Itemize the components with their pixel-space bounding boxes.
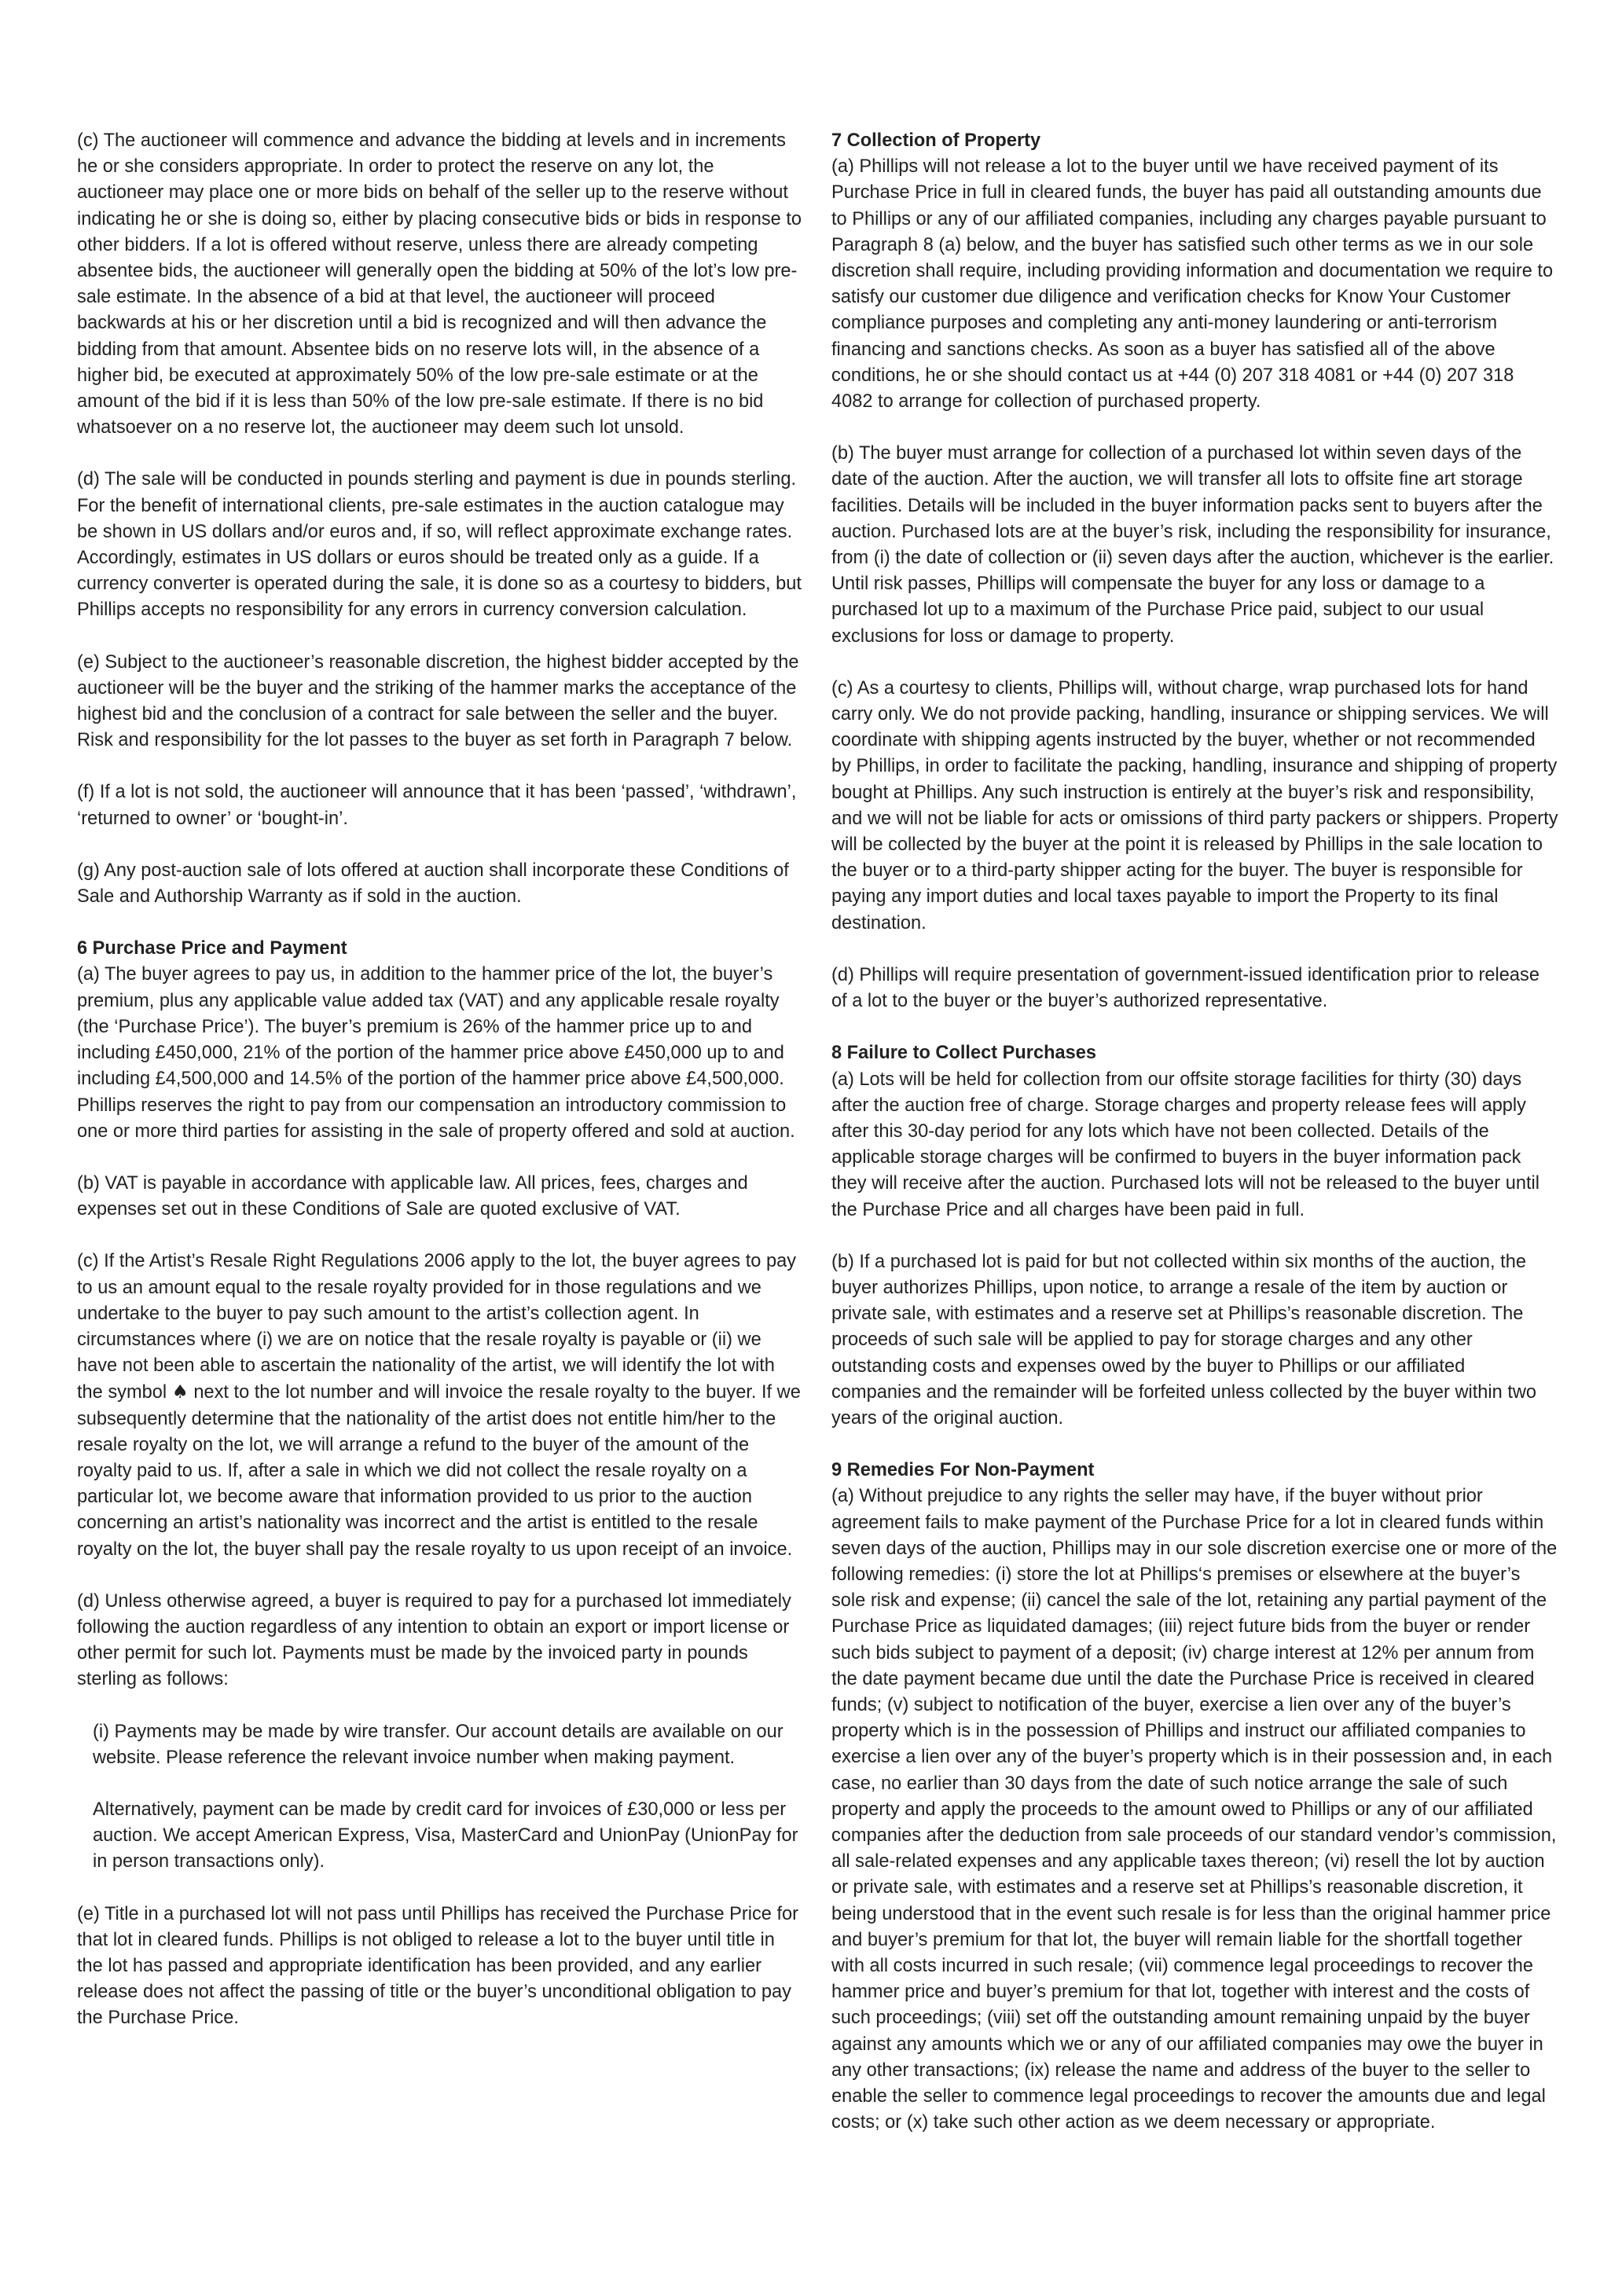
spade-symbol-icon: ♠ <box>171 1381 189 1403</box>
paragraph-buyer-premium: (a) The buyer agrees to pay us, in addition to the hammer price of the lot, the buyer’s premium, plus any applicable value added tax (VAT) and any applicable resale royalty (the ‘Purchase Price’). The buyer’s premium is 26% of the hammer price up to and including £450,000, 21% of the portion of the hammer price above £450,000 up to and including £4,500,000 and 14.5% of the portion of the hammer price above £4,500,000. Phillips reserves the right to pay from our compensation an introductory commission to one or more third parties for assisting in the sale of property offered and sold at auction. <box>77 964 795 1142</box>
section-heading-remedies: 9 Remedies For Non-Payment <box>831 1460 1095 1481</box>
paragraph-auctioneer-bidding: (c) The auctioneer will commence and advance the bidding at levels and in increments he or she considers appropriate. In order to protect the reserve on any lot, the auctioneer may place one or more bids on behalf of the seller up to the reserve without indicating he or she is doing so, either by placing consecutive bids or bids in response to other bidders. If a lot is offered without reserve, unless there are already competing absentee bids, the auctioneer will generally open the bidding at 50% of the lot’s low pre-sale estimate. In the absence of a bid at that level, the auctioneer will proceed backwards at his or her discretion until a bid is recognized and will then advance the bidding from that amount. Absentee bids on no reserve lots will, in the absence of a higher bid, be executed at approximately 50% of the low pre-sale estimate or at the amount of the bid if it is less than 50% of the low pre-sale estimate. If there is no bid whatsoever on a no reserve lot, the auctioneer may deem such lot unsold. <box>77 130 802 438</box>
paragraph-vat: (b) VAT is payable in accordance with applicable law. All prices, fees, charges and expenses set out in these Conditions of Sale are quoted exclusive of VAT. <box>77 1172 748 1220</box>
paragraph-credit-card: Alternatively, payment can be made by credit card for invoices of £30,000 or less per auction. We accept American Express, Visa, MasterCard and UnionPay (UnionPay for in person transactions only). <box>93 1799 798 1872</box>
paragraph-pounds-sterling: (d) The sale will be conducted in pounds sterling and payment is due in pounds sterling. For the benefit of international clients, pre-sale estimates in the auction catalogue may be shown in US dollars and/or euros and, if so, will reflect approximate exchange rates. Accordingly, estimates in US dollars or euros should be treated only as a guide. If a currency converter is operated during the sale, it is done so as a courtesy to bidders, but Phillips accepts no responsibility for any errors in currency conversion calculation. <box>77 469 802 621</box>
paragraph-post-auction-sale: (g) Any post-auction sale of lots offered at auction shall incorporate these Conditions of Sale and Authorship Warranty as if sold in the auction. <box>77 860 789 908</box>
resale-royalty-text-end: next to the lot number and will invoice the resale royalty to the buyer. If we subsequently determine that the nationality of the artist does not entitle him/her to the resale royalty on the lot, we will arrange a refund to the buyer of the amount of the royalty paid to us. If, after a sale in which we did not collect the resale royalty on a particular lot, we become aware that information provided to us prior to the auction concerning an artist’s nationality was incorrect and the artist is entitled to the resale royalty on the lot, the buyer shall pay the resale royalty to us upon receipt of an invoice. <box>77 1382 801 1560</box>
left-column <box>77 128 803 2058</box>
paragraph-resale-royalty <box>77 1249 803 1562</box>
paragraph-wire-transfer: (i) Payments may be made by wire transfer. Our account details are available on our website. Please reference the relevant invoice number when making payment. <box>93 1721 783 1768</box>
paragraph-title-transfer: (e) Title in a purchased lot will not pass until Phillips has received the Purchase Price for that lot in cleared funds. Phillips is not obliged to release a lot to the buyer until title in the lot has passed and appropriate identification has been provided, and any earlier release does not affect the passing of title or the buyer’s unconditional obligation to pay the Purchase Price. <box>77 1903 798 2029</box>
right-column <box>831 128 1559 2162</box>
section-heading-purchase-price: 6 Purchase Price and Payment <box>77 938 347 959</box>
paragraph-resale-uncollected: (b) If a purchased lot is paid for but not collected within six months of the auction, the buyer authorizes Phillips, upon notice, to arrange a resale of the item by auction or private sale, with estimates and a reserve set at Phillips’s reasonable discretion. The proceeds of such sale will be applied to pay for storage charges and any other outstanding costs and expenses owed by the buyer to Phillips or our affiliated companies and the remainder will be forfeited unless collected by the buyer within two years of the original auction. <box>831 1251 1537 1429</box>
paragraph-hammer-acceptance: (e) Subject to the auctioneer’s reasonable discretion, the highest bidder accepted by the auctioneer will be the buyer and the striking of the hammer marks the acceptance of the highest bid and the conclusion of a contract for sale between the seller and the buyer. Risk and responsibility for the lot passes to the buyer as set forth in Paragraph 7 below. <box>77 651 799 751</box>
section-heading-collection: 7 Collection of Property <box>831 130 1041 151</box>
paragraph-release-conditions: (a) Phillips will not release a lot to the buyer until we have received payment of its Purchase Price in full in cleared funds, the buyer has paid all outstanding amounts due to Phillips or any of our affiliated companies, including any charges payable pursuant to Paragraph 8 (a) below, and the buyer has satisfied such other terms as we in our sole discretion shall require, including providing information and documentation we require to satisfy our customer due diligence and verification checks for Know Your Customer compliance purposes and completing any anti-money laundering or anti-terrorism financing and sanctions checks. As soon as a buyer has satisfied all of the above conditions, he or she should contact us at +44 (0) 207 318 4081 or +44 (0) 207 318 4082 to arrange for collection of purchased property. <box>831 156 1554 413</box>
paragraph-collection-deadline: (b) The buyer must arrange for collection of a purchased lot within seven days of the date of the auction. After the auction, we will transfer all lots to offsite fine art storage facilities. Details will be included in the buyer information packs sent to buyers after the auction. Purchased lots are at the buyer’s risk, including the responsibility for insurance, from (i) the date of collection or (ii) seven days after the auction, whichever is the earlier. Until risk passes, Phillips will compensate the buyer for any loss or damage to a purchased lot up to a maximum of the Purchase Price paid, subject to our usual exclusions for loss or damage to property. <box>831 443 1554 647</box>
paragraph-wrapping-shipping: (c) As a courtesy to clients, Phillips will, without charge, wrap purchased lots for hand carry only. We do not provide packing, handling, insurance or shipping services. We will coordinate with shipping agents instructed by the buyer, whether or not recommended by Phillips, in order to facilitate the packing, handling, insurance and shipping of property bought at Phillips. Any such instruction is entirely at the buyer’s risk and responsibility, and we will not be liable for acts or omissions of third party packers or shippers. Property will be collected by the buyer at the point it is released by Phillips in the sale location to the buyer or to a third-party shipper acting for the buyer. The buyer is responsible for paying any import duties and local taxes payable to import the Property to its final destination. <box>831 677 1558 933</box>
paragraph-payment-terms: (d) Unless otherwise agreed, a buyer is required to pay for a purchased lot immediately following the auction regardless of any intention to obtain an export or import license or other permit for such lot. Payments must be made by the invoiced party in pounds sterling as follows: <box>77 1590 791 1690</box>
paragraph-identification: (d) Phillips will require presentation of government-issued identification prior to release of a lot to the buyer or the buyer’s authorized representative. <box>831 964 1539 1012</box>
paragraph-storage-charges: (a) Lots will be held for collection from our offsite storage facilities for thirty (30) days after the auction free of charge. Storage charges and property release fees will apply after this 30-day period for any lots which have not been collected. Details of the applicable storage charges will be confirmed to buyers in the buyer information pack they will receive after the auction. Purchased lots will not be released to the buyer until the Purchase Price and all charges have been paid in full. <box>831 1069 1539 1220</box>
paragraph-remedies: (a) Without prejudice to any rights the seller may have, if the buyer without prior agreement fails to make payment of the Purchase Price for a lot in cleared funds within seven days of the auction, Phillips may in our sole discretion exercise one or more of the following remedies: (i) store the lot at Phillips‘s premises or elsewhere at the buyer’s sole risk and expense; (ii) cancel the sale of the lot, retaining any partial payment of the Purchase Price as liquidated damages; (iii) reject future bids from the buyer or render such bids subject to payment of a deposit; (iv) charge interest at 12% per annum from the date payment became due until the date the Purchase Price is received in cleared funds; (v) subject to notification of the buyer, exercise a lien over any of the buyer’s property which is in the possession of Phillips and instruct our affiliated companies to exercise a lien over any of the buyer’s property which is in their possession and, in each case, no earlier than 30 days from the date of such notice arrange the sale of such property and apply the proceeds to the amount owed to Phillips or any of our affiliated companies after the deduction from sale proceeds of our standard vendor’s commission, all sale-related expenses and any applicable taxes thereon; (vi) resell the lot by auction or private sale, with estimates and a reserve set at Phillips’s reasonable discretion, it being understood that in the event such resale is for less than the original hammer price and buyer’s premium for that lot, the buyer will remain liable for the shortfall together with all costs incurred in such resale; (vii) commence legal proceedings to recover the hammer price and buyer’s premium for that lot, together with interest and the costs of such proceedings; (viii) set off the outstanding amount remaining unpaid by the buyer against any amounts which we or any of our affiliated companies may owe the buyer in any other transactions; (ix) release the name and address of the buyer to the seller to enable the seller to commence legal proceedings to recover the amounts due and legal costs; or (x) take such other action as we deem necessary or appropriate. <box>831 1486 1558 2133</box>
section-heading-failure-to-collect: 8 Failure to Collect Purchases <box>831 1043 1096 1064</box>
resale-royalty-text-start: (c) If the Artist’s Resale Right Regulations 2006 apply to the lot, the buyer agrees to pay to us an amount equal to the resale royalty provided for in those regulations and we undertake to the buyer to pay such amount to the artist’s collection agent. In circumstances where (i) we are on notice that the resale royalty is payable or (ii) we have not been able to ascertain the nationality of the artist, we will identify the lot with the symbol <box>77 1251 796 1403</box>
paragraph-lot-not-sold: (f) If a lot is not sold, the auctioneer will announce that it has been ‘passed’, ‘withdrawn’, ‘returned to owner’ or ‘bought-in’. <box>77 782 797 829</box>
